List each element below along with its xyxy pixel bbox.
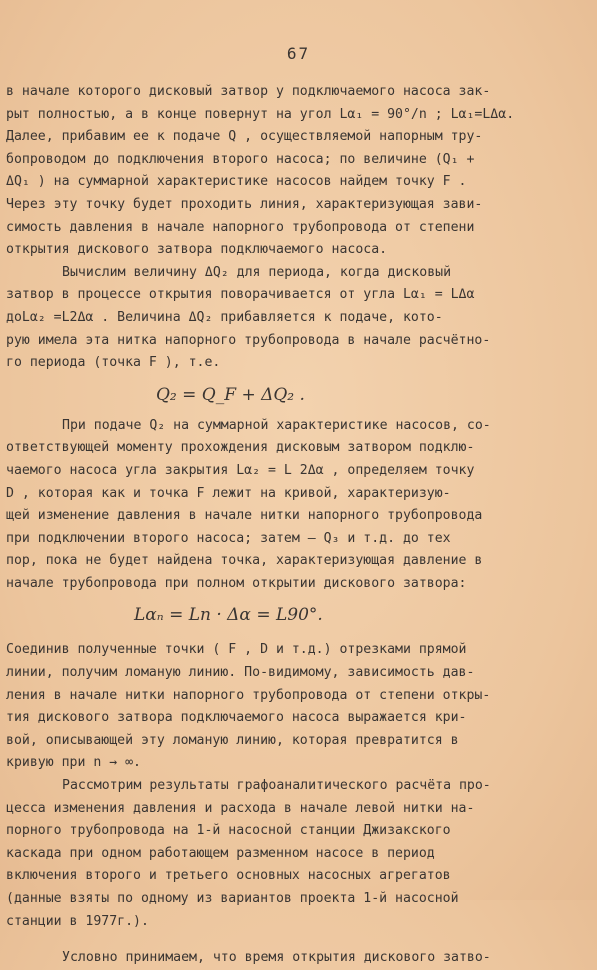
- text-line: D , которая как и точка F лежит на кривой, характеризую-: [6, 485, 451, 501]
- text-line: рую имела эта нитка напорного трубопровода в начале расчётно-: [6, 332, 491, 348]
- formula: Lαₙ = Ln · Δα = L90°.: [134, 605, 323, 626]
- text-line: ления в начале нитки напорного трубопровода от степени откры-: [6, 687, 491, 703]
- text-line: затвор в процессе открытия поворачивается от угла Lα₁ = LΔα: [6, 287, 475, 303]
- text-line: Соединив полученные точки ( F , D и т.д.) отрезками прямой: [6, 642, 467, 658]
- text-line: Условно принимаем, что время открытия дискового затво-: [62, 950, 491, 966]
- formula: Q₂ = Q_F + ΔQ₂ .: [156, 384, 305, 405]
- text-line: Вычислим величину ΔQ₂ для периода, когда дисковый: [62, 264, 452, 280]
- text-line: При подаче Q₂ на суммарной характеристике насосов, со-: [62, 417, 491, 433]
- text-line: доLα₂ =L2Δα . Величина ΔQ₂ прибавляется к подаче, кото-: [6, 309, 443, 325]
- text-line: при подключении второго насоса; затем – Q₃ и т.д. до тех: [6, 530, 451, 546]
- text-line: вой, описывающей эту ломаную линию, которая превратится в: [6, 732, 459, 748]
- text-line: линии, получим ломаную линию. По-видимому, зависимость дав-: [6, 665, 475, 681]
- text-line: Далее, прибавим ее к подаче Q , осуществляемой напорным тру-: [6, 129, 483, 145]
- text-line: го периода (точка F ), т.е.: [6, 355, 221, 371]
- text-line: станции в 1977г.).: [6, 913, 149, 929]
- text-line: рыт полностью, а в конце повернут на угол Lα₁ = 90°/n ; Lα₁=LΔα.: [6, 106, 515, 122]
- text-line: тия дискового затвора подключаемого насоса выражается кри-: [6, 710, 467, 726]
- text-line: бопроводом до подключения второго насоса; по величине (Q₁ +: [6, 151, 475, 167]
- text-line: в начале которого дисковый затвор у подключаемого насоса зак-: [6, 84, 491, 99]
- text-line: каскада при одном работающем разменном насосе в период: [6, 845, 435, 861]
- text-line: Через эту точку будет проходить линия, характеризующая зави-: [6, 196, 483, 212]
- text-line: чаемого насоса угла закрытия Lα₂ = L 2Δα , определяем точку: [6, 462, 475, 478]
- text-line: порного трубопровода на 1-й насосной станции Джизакского: [6, 823, 451, 839]
- text-line: Рассмотрим результаты графоаналитического расчёта про-: [62, 778, 491, 794]
- text-line: пор, пока не будет найдена точка, характеризующая давление в: [6, 553, 483, 569]
- text-line: открытия дискового затвора подключаемого насоса.: [6, 242, 388, 258]
- text-line: щей изменение давления в начале нитки напорного трубопровода: [6, 508, 483, 524]
- text-line: включения второго и третьего основных насосных агрегатов: [6, 868, 451, 884]
- text-line: симость давления в начале напорного трубопровода от степени: [6, 219, 475, 235]
- text-line: ΔQ₁ ) на суммарной характеристике насосов найдем точку F .: [6, 174, 467, 190]
- text-line: цесса изменения давления и расхода в начале левой нитки на-: [6, 800, 475, 816]
- text-line: ответствующей моменту прохождения дисковым затвором подклю-: [6, 440, 475, 456]
- page-number: 67: [286, 44, 311, 63]
- text-line: (данные взяты по одному из вариантов проекта 1-й насосной: [6, 891, 459, 906]
- text-line: начале трубопровода при полном открытии дискового затвора:: [6, 575, 467, 591]
- body-text: [6, 81, 591, 970]
- text-line: кривую при n → ∞.: [6, 755, 141, 771]
